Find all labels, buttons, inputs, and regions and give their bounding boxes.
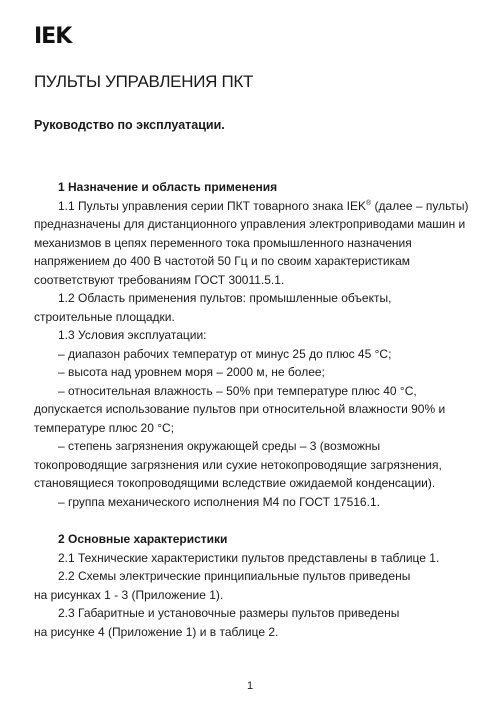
paragraph-1-3: 1.3 Условия эксплуатации: [58, 328, 207, 342]
paragraph-2-1: 2.1 Технические характеристики пультов представлены в таблице 1. [58, 550, 440, 565]
section-spacer [34, 511, 470, 530]
registered-mark: ® [366, 199, 372, 207]
document-body [34, 178, 470, 641]
condition-pollution: – степень загрязнения окружающей среды – 3 (возможны токопроводящие загрязнения или сухие нетокопроводящие загрязнения, становящиеся токопроводящими вследствие ожидаемой конденсации). [34, 439, 442, 490]
paragraph-1-1 [34, 197, 470, 290]
condition-mechanical-group: – группа механического исполнения М4 по ГОСТ 17516.1. [58, 494, 380, 509]
iek-logo: IEK [34, 24, 72, 49]
paragraph-2-3-line-1: 2.3 Габаритные и установочные размеры пультов приведены [58, 606, 400, 620]
section-2-heading: 2 Основные характеристики [58, 532, 228, 546]
page-number: 1 [246, 680, 254, 692]
paragraph-2-3-line-2: на рисунке 4 (Приложение 1) и в таблице 2. [34, 624, 279, 639]
paragraph-1-1-text: 1.1 Пульты управления серии ПКТ товарного знака IEK [58, 198, 367, 213]
condition-temperature: – диапазон рабочих температур от минус 25 до плюс 45 °С; [58, 346, 392, 361]
document-subtitle: Руководство по эксплуатации. [34, 118, 225, 132]
condition-altitude: – высота над уровнем моря – 2000 м, не более; [58, 365, 325, 379]
condition-humidity: – относительная влажность – 50% при температуре плюс 40 °С, допускается использование пультов при относительной влажности 90% и температуре плюс 20 °С; [34, 383, 446, 435]
paragraph-2-2-line-2: на рисунках 1 - 3 (Приложение 1). [34, 587, 224, 602]
paragraph-1-2: 1.2 Область применения пультов: промышленные объекты, строительные площадки. [34, 291, 392, 324]
paragraph-1-1-text-rest: (далее – пульты) предназначены для дистанционного управления электроприводами машин и механизмов в цепях переменного тока промышленного назначения напряжением до 400 В частотой 50 Гц и по своим характеристикам соответствуют требованиям ГОСТ 30011.5.1. [34, 198, 469, 287]
document-title: ПУЛЬТЫ УПРАВЛЕНИЯ ПКТ [34, 72, 254, 91]
paragraph-2-2-line-1: 2.2 Схемы электрические принципиальные пультов приведены [58, 569, 411, 583]
section-1-heading: 1 Назначение и область применения [58, 180, 278, 194]
